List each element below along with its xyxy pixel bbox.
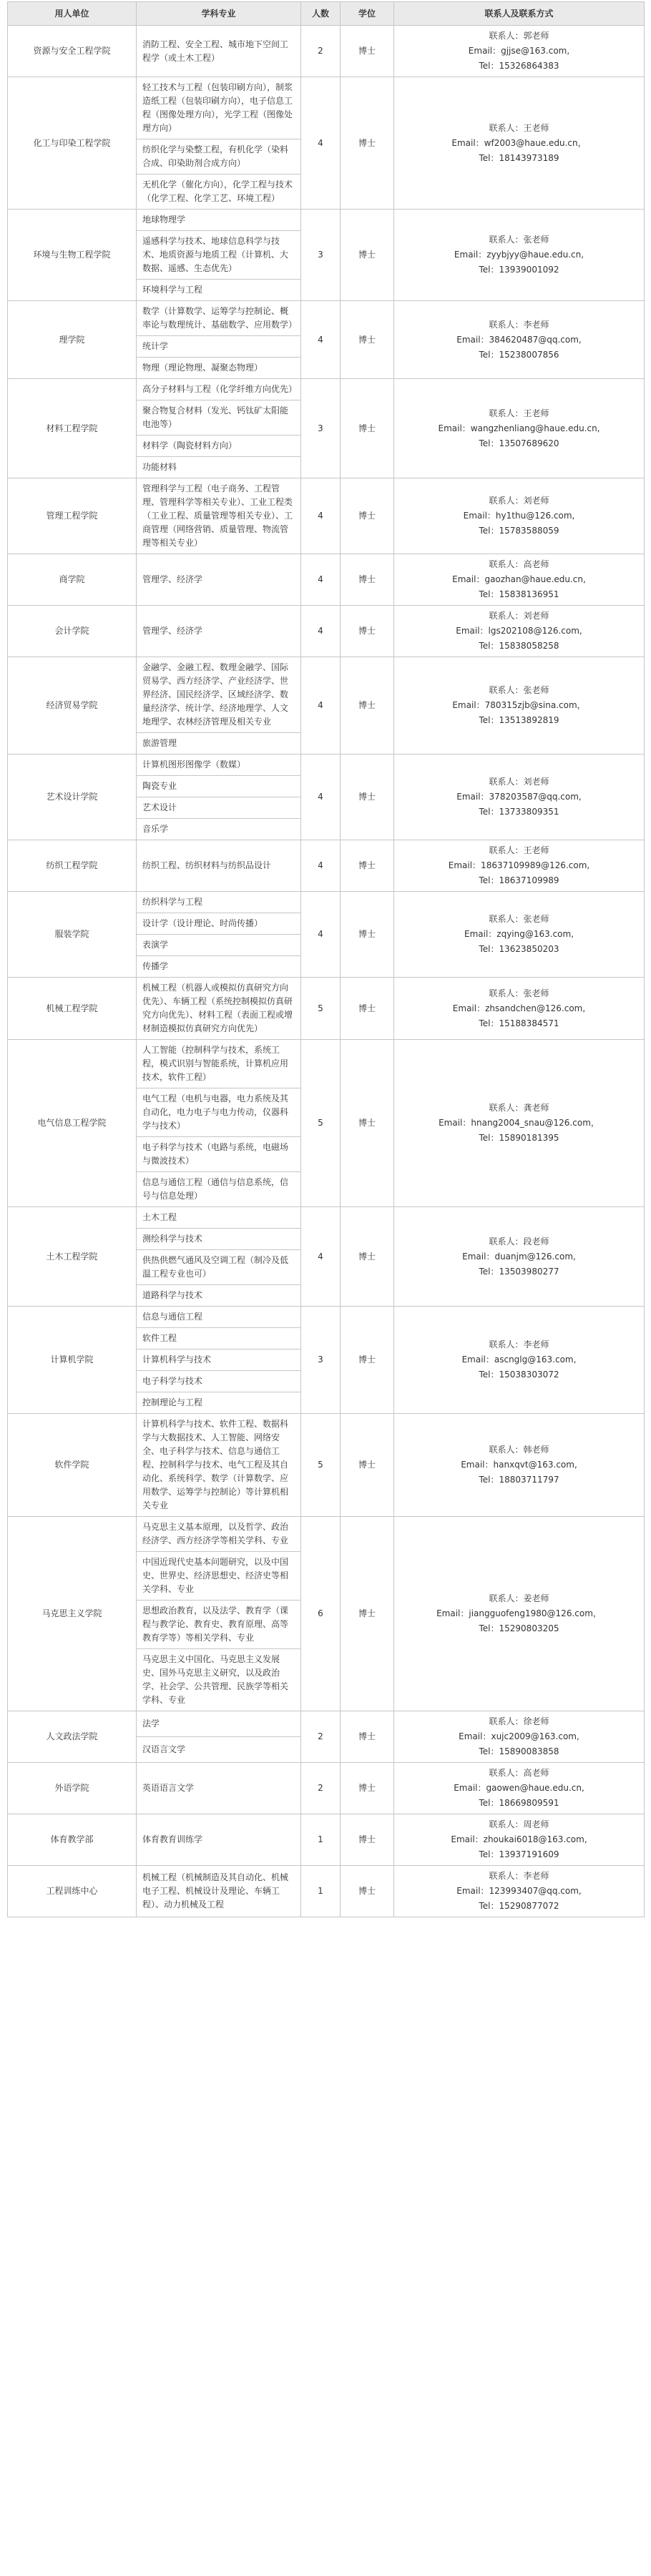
contact-email: Email：xujc2009@163.com, [459,1731,579,1741]
recruitment-table [7,1,645,1917]
count-cell: 2 [301,1763,341,1814]
degree-cell: 博士 [341,657,394,754]
contact-tel: Tel：15326864383 [479,61,559,71]
contact-name: 联系人：王老师 [489,845,549,855]
contact-email: Email：wf2003@haue.edu.cn， [451,137,587,148]
contact-name: 联系人：张老师 [489,914,549,924]
major-cell: 体育教育训练学 [137,1814,301,1866]
major-cell: 纺织工程、纺织材料与纺织品设计 [137,840,301,892]
contact-tel: Tel：18637109989 [479,875,559,885]
major-cell: 中国近现代史基本问题研究，以及中国史、世界史、经济思想史、经济史等相关学科、专业 [137,1552,301,1601]
contact-cell [394,840,645,892]
major-cell: 地球物理学 [137,210,301,231]
table-row [8,1040,645,1088]
unit-cell: 化工与印染工程学院 [8,77,137,210]
major-cell: 管理科学与工程（电子商务、工程管理、管理科学等相关专业）、工业工程类（工业工程、质量管理等相关专业）、工商管理（网络营销、质量管理、物流管理等相关专业） [137,478,301,554]
unit-cell: 外语学院 [8,1763,137,1814]
count-cell: 4 [301,301,341,379]
contact-name: 联系人：李老师 [489,1339,549,1350]
contact-cell [394,978,645,1040]
major-cell: 金融学、金融工程、数理金融学、国际贸易学、西方经济学、产业经济学、世界经济、国民经济学、区域经济学、数量经济学、统计学、经济地理学、人文地理学、农林经济管理及相关专业 [137,657,301,733]
contact-name: 联系人：刘老师 [489,777,549,787]
table-row [8,1517,645,1552]
contact-name: 联系人：刘老师 [489,611,549,621]
contact-cell [394,606,645,657]
major-cell: 数学（计算数学、运筹学与控制论、概率论与数理统计、基础数学、应用数学） [137,301,301,336]
degree-cell: 博士 [341,1414,394,1517]
contact-cell [394,301,645,379]
contact-email: Email：780315zjb@sina.com， [452,700,586,710]
major-cell: 纺织化学与染整工程，有机化学（染料合成、印染助剂合成方向） [137,139,301,174]
major-cell: 音乐学 [137,819,301,840]
contact-name: 联系人：王老师 [489,408,549,418]
degree-cell: 博士 [341,978,394,1040]
major-cell: 高分子材料与工程（化学纤维方向优先） [137,379,301,400]
table-row [8,657,645,733]
count-cell: 4 [301,657,341,754]
major-cell: 计算机图形图像学（数媒） [137,754,301,776]
major-cell: 传播学 [137,956,301,978]
contact-tel: Tel：18669809591 [479,1798,559,1808]
major-cell: 陶瓷专业 [137,776,301,797]
major-cell: 环境科学与工程 [137,280,301,301]
count-cell: 4 [301,554,341,606]
major-cell: 测绘科学与技术 [137,1229,301,1250]
unit-cell: 材料工程学院 [8,379,137,478]
degree-cell: 博士 [341,754,394,840]
count-cell: 1 [301,1814,341,1866]
count-cell: 3 [301,210,341,301]
table-row [8,754,645,776]
contact-name: 联系人：高老师 [489,1768,549,1778]
contact-tel: Tel：15783588059 [479,526,559,536]
table-row [8,606,645,657]
count-cell: 2 [301,26,341,77]
table-row [8,1763,645,1814]
major-cell: 机械工程（机械制造及其自动化、机械电子工程、机械设计及理论、车辆工程）、动力机械及工程 [137,1866,301,1917]
major-cell: 道路科学与技术 [137,1285,301,1307]
degree-cell: 博士 [341,1207,394,1307]
table-row [8,1207,645,1229]
contact-cell [394,657,645,754]
contact-email: Email：gaowen@haue.edu.cn, [454,1783,584,1793]
unit-cell: 纺织工程学院 [8,840,137,892]
unit-cell: 机械工程学院 [8,978,137,1040]
contact-tel: Tel：15038303072 [479,1370,559,1380]
contact-tel: Tel：13937191609 [479,1849,559,1859]
degree-cell: 博士 [341,1307,394,1414]
major-cell: 艺术设计 [137,797,301,819]
contact-cell [394,478,645,554]
degree-cell: 博士 [341,554,394,606]
contact-name: 联系人：高老师 [489,559,549,569]
degree-cell: 博士 [341,210,394,301]
contact-email: Email：ascnglg@163.com, [461,1355,577,1365]
major-cell: 法学 [137,1711,301,1737]
major-cell: 英语语言文学 [137,1763,301,1814]
header-unit: 用人单位 [8,2,137,26]
contact-email: Email：wangzhenliang@haue.edu.cn, [438,423,600,433]
contact-tel: Tel：13623850203 [479,944,559,954]
major-cell: 信息与通信工程（通信与信息系统，信号与信息处理） [137,1172,301,1207]
major-cell: 汉语言文学 [137,1737,301,1763]
major-cell: 软件工程 [137,1328,301,1350]
table-row [8,978,645,1040]
contact-tel: Tel：13507689620 [479,438,559,448]
unit-cell: 马克思主义学院 [8,1517,137,1711]
table-row [8,478,645,554]
major-cell: 计算机科学与技术 [137,1350,301,1371]
contact-tel: Tel：15290877072 [479,1901,559,1911]
header-major: 学科专业 [137,2,301,26]
contact-name: 联系人：李老师 [489,319,549,330]
contact-email: Email：gjjse@163.com, [468,46,570,56]
contact-name: 联系人：韩老师 [489,1445,549,1455]
contact-cell [394,1207,645,1307]
count-cell: 5 [301,1040,341,1207]
major-cell: 土木工程 [137,1207,301,1229]
degree-cell: 博士 [341,1711,394,1763]
contact-name: 联系人：李老师 [489,1871,549,1881]
unit-cell: 资源与安全工程学院 [8,26,137,77]
major-cell: 轻工技术与工程（包装印刷方向），制浆造纸工程（包装印刷方向），电子信息工程（图像处理方向），光学工程（图像处理方向） [137,77,301,139]
unit-cell: 软件学院 [8,1414,137,1517]
recruitment-table-container [7,1,644,1917]
major-cell: 思想政治教育，以及法学、教育学（课程与教学论、教育史、教育原理、高等教育学等）等相关学科、专业 [137,1601,301,1649]
degree-cell: 博士 [341,1866,394,1917]
contact-tel: Tel：15238007856 [479,349,559,360]
major-cell: 管理学、经济学 [137,606,301,657]
contact-cell [394,1814,645,1866]
major-cell: 电子科学与技术 [137,1371,301,1392]
count-cell: 5 [301,978,341,1040]
table-row [8,1711,645,1737]
degree-cell: 博士 [341,379,394,478]
contact-email: Email：zyybjyy@haue.edu.cn, [454,250,584,260]
contact-cell [394,26,645,77]
contact-cell [394,892,645,978]
table-row [8,26,645,77]
table-row [8,77,645,139]
contact-cell [394,1517,645,1711]
major-cell: 旅游管理 [137,733,301,754]
contact-email: Email：hnang2004_snau@126.com， [439,1118,599,1128]
contact-email: Email：duanjm@126.com, [462,1251,576,1262]
major-cell: 设计学（设计理论、时尚传播） [137,913,301,935]
major-cell: 机械工程（机器人或模拟仿真研究方向优先）、车辆工程（系统控制模拟仿真研究方向优先）、材料工程（表面工程或增材制造模拟仿真研究方向优先） [137,978,301,1040]
degree-cell: 博士 [341,478,394,554]
table-row [8,301,645,336]
count-cell: 4 [301,892,341,978]
contact-email: Email：hanxqvt@163.com, [461,1460,577,1470]
contact-name: 联系人：张老师 [489,685,549,695]
contact-tel: Tel：15838058258 [479,641,559,651]
contact-name: 联系人：徐老师 [489,1716,549,1726]
unit-cell: 理学院 [8,301,137,379]
unit-cell: 商学院 [8,554,137,606]
table-row [8,210,645,231]
contact-cell [394,77,645,210]
contact-cell [394,1307,645,1414]
major-cell: 供热供燃气通风及空调工程（制冷及低温工程专业也可） [137,1250,301,1285]
major-cell: 管理学、经济学 [137,554,301,606]
table-row [8,1307,645,1328]
contact-cell [394,379,645,478]
contact-tel: Tel：15890181395 [479,1133,559,1143]
major-cell: 无机化学（催化方向），化学工程与技术（化学工程、化学工艺、环境工程） [137,174,301,210]
table-row [8,1866,645,1917]
contact-name: 联系人：周老师 [489,1819,549,1829]
degree-cell: 博士 [341,892,394,978]
major-cell: 物理（理论物理、凝聚态物理） [137,358,301,379]
major-cell: 遥感科学与技术、地球信息科学与技术、地质资源与地质工程（计算机、大数据、遥感、生态优先） [137,231,301,280]
contact-tel: Tel：15290803205 [479,1623,559,1633]
contact-cell [394,554,645,606]
contact-email: Email：18637109989@126.com, [448,860,590,870]
contact-email: Email：jiangguofeng1980@126.com， [436,1608,602,1618]
contact-cell [394,1040,645,1207]
contact-email: Email：zqying@163.com, [464,929,574,939]
header-count: 人数 [301,2,341,26]
count-cell: 3 [301,1307,341,1414]
contact-tel: Tel：15890083858 [479,1746,559,1756]
contact-cell [394,1414,645,1517]
contact-tel: Tel：13939001092 [479,265,559,275]
major-cell: 电子科学与技术（电路与系统，电磁场与微波技术） [137,1137,301,1172]
contact-email: Email：gaozhan@haue.edu.cn, [452,574,586,584]
contact-name: 联系人：张老师 [489,235,549,245]
header-degree: 学位 [341,2,394,26]
count-cell: 4 [301,754,341,840]
table-row [8,892,645,913]
count-cell: 4 [301,478,341,554]
unit-cell: 环境与生物工程学院 [8,210,137,301]
unit-cell: 服装学院 [8,892,137,978]
contact-name: 联系人：段老师 [489,1236,549,1247]
count-cell: 5 [301,1414,341,1517]
contact-name: 联系人：龚老师 [489,1103,549,1113]
unit-cell: 人文政法学院 [8,1711,137,1763]
table-row [8,840,645,892]
count-cell: 3 [301,379,341,478]
major-cell: 纺织科学与工程 [137,892,301,913]
unit-cell: 体育教学部 [8,1814,137,1866]
contact-name: 联系人：王老师 [489,122,549,133]
contact-email: Email：zhsandchen@126.com, [452,1003,586,1013]
degree-cell: 博士 [341,1814,394,1866]
degree-cell: 博士 [341,1517,394,1711]
unit-cell: 土木工程学院 [8,1207,137,1307]
unit-cell: 经济贸易学院 [8,657,137,754]
major-cell: 表演学 [137,935,301,956]
contact-tel: Tel：18143973189 [479,152,559,163]
contact-tel: Tel：18803711797 [479,1475,559,1485]
table-row [8,554,645,606]
degree-cell: 博士 [341,840,394,892]
degree-cell: 博士 [341,301,394,379]
major-cell: 马克思主义基本原理，以及哲学、政治经济学、西方经济学等相关学科、专业 [137,1517,301,1552]
major-cell: 信息与通信工程 [137,1307,301,1328]
unit-cell: 工程训练中心 [8,1866,137,1917]
contact-name: 联系人：郭老师 [489,31,549,41]
contact-cell [394,1866,645,1917]
contact-email: Email：hy1thu@126.com, [463,511,575,521]
degree-cell: 博士 [341,1763,394,1814]
degree-cell: 博士 [341,77,394,210]
major-cell: 消防工程、安全工程、城市地下空间工程学（或土木工程） [137,26,301,77]
contact-name: 联系人：姜老师 [489,1593,549,1603]
contact-tel: Tel：13733809351 [479,807,559,817]
table-body [8,26,645,1917]
degree-cell: 博士 [341,1040,394,1207]
major-cell: 马克思主义中国化、马克思主义发展史、国外马克思主义研究，以及政治学、社会学、公共管理、民族学等相关学科、专业 [137,1649,301,1711]
header-contact: 联系人及联系方式 [394,2,645,26]
table-row [8,1414,645,1517]
major-cell: 人工智能（控制科学与技术，系统工程，模式识别与智能系统，计算机应用技术，软件工程） [137,1040,301,1088]
major-cell: 功能材料 [137,457,301,478]
major-cell: 计算机科学与技术、软件工程、数据科学与大数据技术、人工智能、网络安全、电子科学与技术、信息与通信工程、控制科学与技术、电气工程及其自动化、系统科学、数学（计算数学、应用数学、运筹学与控制论）等计算机相关专业 [137,1414,301,1517]
unit-cell: 电气信息工程学院 [8,1040,137,1207]
count-cell: 4 [301,1207,341,1307]
contact-email: Email：378203587@qq.com, [456,792,582,802]
contact-cell [394,1763,645,1814]
degree-cell: 博士 [341,26,394,77]
major-cell: 材料学（陶瓷材料方向） [137,436,301,457]
table-row [8,379,645,400]
unit-cell: 艺术设计学院 [8,754,137,840]
contact-name: 联系人：张老师 [489,988,549,998]
contact-cell [394,1711,645,1763]
contact-tel: Tel：15188384571 [479,1018,559,1028]
count-cell: 4 [301,606,341,657]
table-header-row [8,2,645,26]
contact-email: Email：zhoukai6018@163.com, [451,1834,587,1844]
unit-cell: 管理工程学院 [8,478,137,554]
table-row [8,1814,645,1866]
contact-name: 联系人：刘老师 [489,496,549,506]
count-cell: 2 [301,1711,341,1763]
contact-tel: Tel：13513892819 [479,715,559,725]
count-cell: 4 [301,840,341,892]
contact-cell [394,210,645,301]
degree-cell: 博士 [341,606,394,657]
count-cell: 1 [301,1866,341,1917]
count-cell: 6 [301,1517,341,1711]
contact-tel: Tel：15838136951 [479,589,559,599]
contact-tel: Tel：13503980277 [479,1266,559,1277]
contact-cell [394,754,645,840]
major-cell: 聚合物复合材料（发光、钙钛矿太阳能电池等） [137,400,301,436]
contact-email: Email：lgs202108@126.com, [456,626,582,636]
major-cell: 控制理论与工程 [137,1392,301,1414]
contact-email: Email：384620487@qq.com, [456,334,582,345]
unit-cell: 会计学院 [8,606,137,657]
major-cell: 统计学 [137,336,301,358]
contact-email: Email：123993407@qq.com, [456,1886,582,1896]
count-cell: 4 [301,77,341,210]
major-cell: 电气工程（电机与电器，电力系统及其自动化，电力电子与电力传动，仪器科学与技术） [137,1088,301,1137]
unit-cell: 计算机学院 [8,1307,137,1414]
